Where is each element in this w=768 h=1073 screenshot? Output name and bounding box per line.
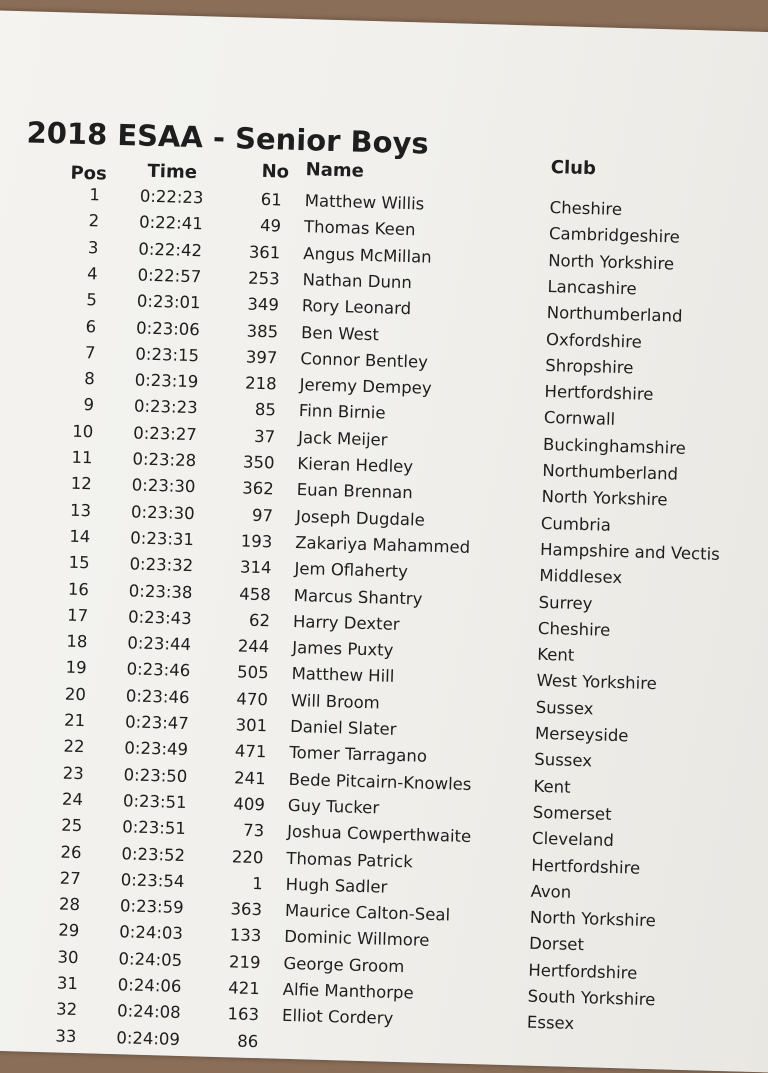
cell-name: Jeremy Dempey bbox=[299, 375, 432, 398]
cell-no: 409 bbox=[233, 794, 266, 815]
cell-no: 361 bbox=[248, 242, 281, 263]
cell-name: George Groom bbox=[283, 953, 405, 976]
cell-name: Joshua Cowperthwaite bbox=[286, 822, 472, 847]
cell-time: 0:23:38 bbox=[128, 580, 193, 602]
cell-name: Hugh Sadler bbox=[285, 874, 388, 897]
cell-no: 362 bbox=[241, 478, 275, 499]
cell-club: Hampshire and Vectis bbox=[539, 539, 721, 564]
cell-pos: 14 bbox=[69, 526, 91, 547]
cell-time: 0:23:49 bbox=[124, 738, 189, 760]
cell-pos: 18 bbox=[66, 631, 88, 652]
cell-pos: 2 bbox=[88, 211, 100, 231]
cell-club: Avon bbox=[530, 881, 572, 902]
cell-name: Zakariya Mahammed bbox=[294, 532, 471, 557]
cell-no: 253 bbox=[247, 268, 280, 289]
cell-club: Hertfordshire bbox=[528, 960, 638, 983]
cell-name: Nathan Dunn bbox=[302, 270, 413, 293]
cell-no: 314 bbox=[239, 557, 272, 578]
cell-no: 397 bbox=[245, 347, 278, 368]
cell-name: Kieran Hedley bbox=[297, 454, 414, 477]
cell-club: Lancashire bbox=[547, 276, 637, 299]
cell-pos: 1 bbox=[89, 185, 101, 205]
cell-club: Surrey bbox=[538, 592, 593, 613]
cell-name: Thomas Patrick bbox=[286, 848, 414, 871]
cell-time: 0:23:01 bbox=[136, 291, 201, 313]
cell-club: Merseyside bbox=[534, 723, 629, 746]
cell-time: 0:23:23 bbox=[133, 396, 198, 418]
cell-club: North Yorkshire bbox=[541, 487, 668, 510]
cell-no: 193 bbox=[240, 531, 273, 552]
cell-no: 218 bbox=[244, 373, 277, 394]
column-header-no: No bbox=[261, 160, 290, 183]
cell-name: Joseph Dugdale bbox=[295, 506, 426, 530]
cell-name: Jem Oflaherty bbox=[294, 559, 409, 582]
cell-no: 163 bbox=[227, 1004, 260, 1025]
cell-pos: 13 bbox=[69, 500, 92, 520]
cell-pos: 26 bbox=[60, 842, 82, 862]
cell-name: Harry Dexter bbox=[292, 611, 400, 634]
cell-no: 458 bbox=[239, 583, 272, 604]
cell-no: 421 bbox=[228, 978, 261, 999]
cell-pos: 4 bbox=[86, 263, 98, 284]
cell-pos: 20 bbox=[64, 684, 87, 704]
cell-name: Finn Birnie bbox=[298, 401, 386, 423]
cell-pos: 7 bbox=[84, 342, 96, 363]
cell-club: Northumberland bbox=[546, 303, 683, 326]
cell-name: Daniel Slater bbox=[289, 716, 397, 739]
cell-name: Euan Brennan bbox=[296, 480, 414, 503]
cell-club: Cheshire bbox=[537, 618, 611, 640]
cell-pos: 22 bbox=[63, 736, 85, 757]
cell-pos: 30 bbox=[57, 947, 79, 967]
cell-pos: 11 bbox=[71, 447, 93, 468]
cell-club: Essex bbox=[526, 1012, 575, 1034]
cell-time: 0:23:32 bbox=[129, 554, 194, 576]
cell-club: West Yorkshire bbox=[536, 671, 658, 694]
cell-club: Sussex bbox=[534, 750, 593, 771]
cell-pos: 32 bbox=[55, 999, 78, 1020]
cell-time: 0:22:23 bbox=[139, 186, 204, 208]
cell-no: 350 bbox=[242, 452, 275, 473]
cell-time: 0:23:59 bbox=[119, 896, 184, 918]
cell-name: Ben West bbox=[300, 322, 380, 344]
cell-no: 61 bbox=[260, 189, 283, 210]
cell-club: Middlesex bbox=[539, 566, 623, 588]
cell-no: 37 bbox=[253, 426, 276, 447]
cell-pos: 19 bbox=[65, 658, 87, 678]
cell-club: Cheshire bbox=[549, 197, 623, 220]
cell-club: North Yorkshire bbox=[529, 907, 657, 931]
cell-no: 86 bbox=[237, 1031, 259, 1051]
cell-time: 0:23:54 bbox=[120, 870, 185, 891]
cell-no: 62 bbox=[248, 610, 271, 631]
cell-time: 0:23:27 bbox=[132, 423, 198, 444]
cell-club: Hertfordshire bbox=[544, 382, 654, 405]
cell-name: Angus McMillan bbox=[303, 243, 432, 267]
cell-time: 0:24:06 bbox=[117, 975, 182, 997]
cell-name: Maurice Calton-Seal bbox=[284, 900, 451, 925]
cell-time: 0:22:42 bbox=[138, 239, 203, 260]
cell-no: 385 bbox=[246, 321, 279, 341]
column-header-name: Name bbox=[305, 159, 365, 182]
cell-no: 363 bbox=[230, 899, 263, 920]
cell-pos: 6 bbox=[85, 316, 97, 336]
results-sheet bbox=[0, 10, 768, 1072]
cell-time: 0:24:05 bbox=[118, 948, 183, 970]
cell-time: 0:22:57 bbox=[137, 265, 202, 287]
cell-time: 0:23:44 bbox=[127, 633, 192, 655]
cell-time: 0:23:43 bbox=[127, 607, 192, 628]
cell-club: Dorset bbox=[528, 934, 585, 955]
column-header-pos: Pos bbox=[70, 162, 108, 185]
cell-club: Northumberland bbox=[542, 460, 679, 484]
cell-name: Bede Pitcairn-Knowles bbox=[288, 769, 472, 794]
cell-time: 0:23:52 bbox=[121, 843, 186, 865]
cell-no: 470 bbox=[236, 689, 269, 709]
cell-time: 0:23:15 bbox=[135, 344, 200, 366]
cell-time: 0:23:30 bbox=[131, 475, 196, 497]
cell-time: 0:23:28 bbox=[132, 449, 197, 471]
cell-name: Alfie Manthorpe bbox=[282, 979, 414, 1003]
cell-name: Jack Meijer bbox=[297, 427, 388, 450]
cell-pos: 3 bbox=[87, 237, 99, 257]
cell-time: 0:24:09 bbox=[116, 1027, 181, 1049]
cell-club: Somerset bbox=[532, 802, 612, 824]
cell-no: 219 bbox=[228, 952, 261, 972]
cell-club: South Yorkshire bbox=[527, 986, 656, 1010]
cell-club: North Yorkshire bbox=[547, 250, 675, 274]
cell-no: 220 bbox=[231, 846, 264, 867]
cell-club: Buckinghamshire bbox=[542, 434, 687, 458]
cell-time: 0:23:46 bbox=[126, 659, 191, 681]
cell-pos: 31 bbox=[56, 973, 79, 994]
cell-time: 0:24:08 bbox=[116, 1001, 181, 1023]
cell-pos: 33 bbox=[55, 1026, 77, 1046]
column-header-club: Club bbox=[550, 157, 597, 180]
cell-time: 0:23:30 bbox=[130, 502, 195, 523]
cell-club: Cornwall bbox=[543, 408, 616, 430]
cell-club: Cambridgeshire bbox=[548, 224, 681, 247]
cell-name: Matthew Willis bbox=[304, 191, 425, 214]
cell-pos: 25 bbox=[61, 815, 83, 836]
cell-pos: 8 bbox=[83, 369, 96, 389]
cell-pos: 23 bbox=[62, 763, 84, 783]
cell-name: Matthew Hill bbox=[291, 664, 395, 687]
cell-club: Sussex bbox=[535, 697, 594, 719]
cell-time: 0:22:41 bbox=[138, 212, 203, 234]
cell-club: Kent bbox=[536, 644, 575, 665]
cell-no: 1 bbox=[251, 873, 263, 894]
cell-pos: 29 bbox=[58, 920, 80, 941]
cell-pos: 27 bbox=[59, 868, 82, 888]
cell-pos: 28 bbox=[58, 894, 81, 915]
cell-pos: 12 bbox=[70, 474, 93, 494]
cell-name: James Puxty bbox=[292, 638, 394, 660]
cell-no: 471 bbox=[234, 741, 267, 762]
cell-time: 0:23:47 bbox=[124, 712, 190, 734]
cell-no: 505 bbox=[236, 662, 269, 683]
cell-name: Marcus Shantry bbox=[293, 585, 423, 609]
cell-pos: 15 bbox=[68, 552, 90, 573]
cell-club: Hertfordshire bbox=[531, 855, 641, 878]
cell-pos: 24 bbox=[61, 789, 84, 810]
cell-no: 49 bbox=[259, 216, 282, 236]
cell-name: Elliot Cordery bbox=[281, 1006, 394, 1029]
cell-club: Kent bbox=[533, 776, 571, 797]
cell-no: 301 bbox=[235, 715, 268, 736]
cell-no: 73 bbox=[242, 820, 265, 841]
cell-no: 349 bbox=[247, 294, 280, 315]
cell-pos: 17 bbox=[66, 605, 89, 626]
cell-name: Guy Tucker bbox=[287, 795, 380, 818]
cell-name: Dominic Willmore bbox=[283, 927, 430, 951]
cell-no: 97 bbox=[251, 505, 274, 525]
cell-no: 244 bbox=[237, 636, 270, 657]
cell-club: Shropshire bbox=[545, 355, 634, 378]
cell-pos: 5 bbox=[86, 290, 98, 310]
cell-pos: 10 bbox=[72, 421, 94, 442]
cell-time: 0:23:19 bbox=[134, 370, 199, 392]
cell-name: Thomas Keen bbox=[303, 217, 416, 240]
cell-pos: 16 bbox=[67, 579, 90, 599]
cell-time: 0:23:51 bbox=[122, 791, 187, 812]
cell-club: Cleveland bbox=[531, 828, 615, 851]
cell-name: Will Broom bbox=[290, 690, 381, 713]
cell-name: Connor Bentley bbox=[300, 348, 429, 372]
cell-pos: 9 bbox=[83, 395, 95, 415]
cell-pos: 21 bbox=[63, 710, 86, 731]
cell-time: 0:23:46 bbox=[125, 686, 190, 707]
cell-no: 241 bbox=[233, 767, 266, 788]
cell-no: 85 bbox=[254, 400, 277, 420]
cell-no: 133 bbox=[229, 925, 262, 946]
cell-time: 0:23:51 bbox=[121, 817, 187, 839]
column-header-time: Time bbox=[147, 160, 198, 184]
cell-name: Rory Leonard bbox=[301, 296, 412, 319]
cell-time: 0:23:31 bbox=[130, 528, 195, 550]
cell-club: Oxfordshire bbox=[545, 329, 643, 352]
cell-time: 0:24:03 bbox=[119, 922, 184, 944]
cell-time: 0:23:50 bbox=[123, 764, 188, 786]
cell-club: Cumbria bbox=[540, 513, 612, 535]
page-title: 2018 ESAA - Senior Boys bbox=[26, 115, 430, 161]
cell-time: 0:23:06 bbox=[135, 317, 201, 339]
cell-name: Tomer Tarragano bbox=[289, 743, 428, 767]
